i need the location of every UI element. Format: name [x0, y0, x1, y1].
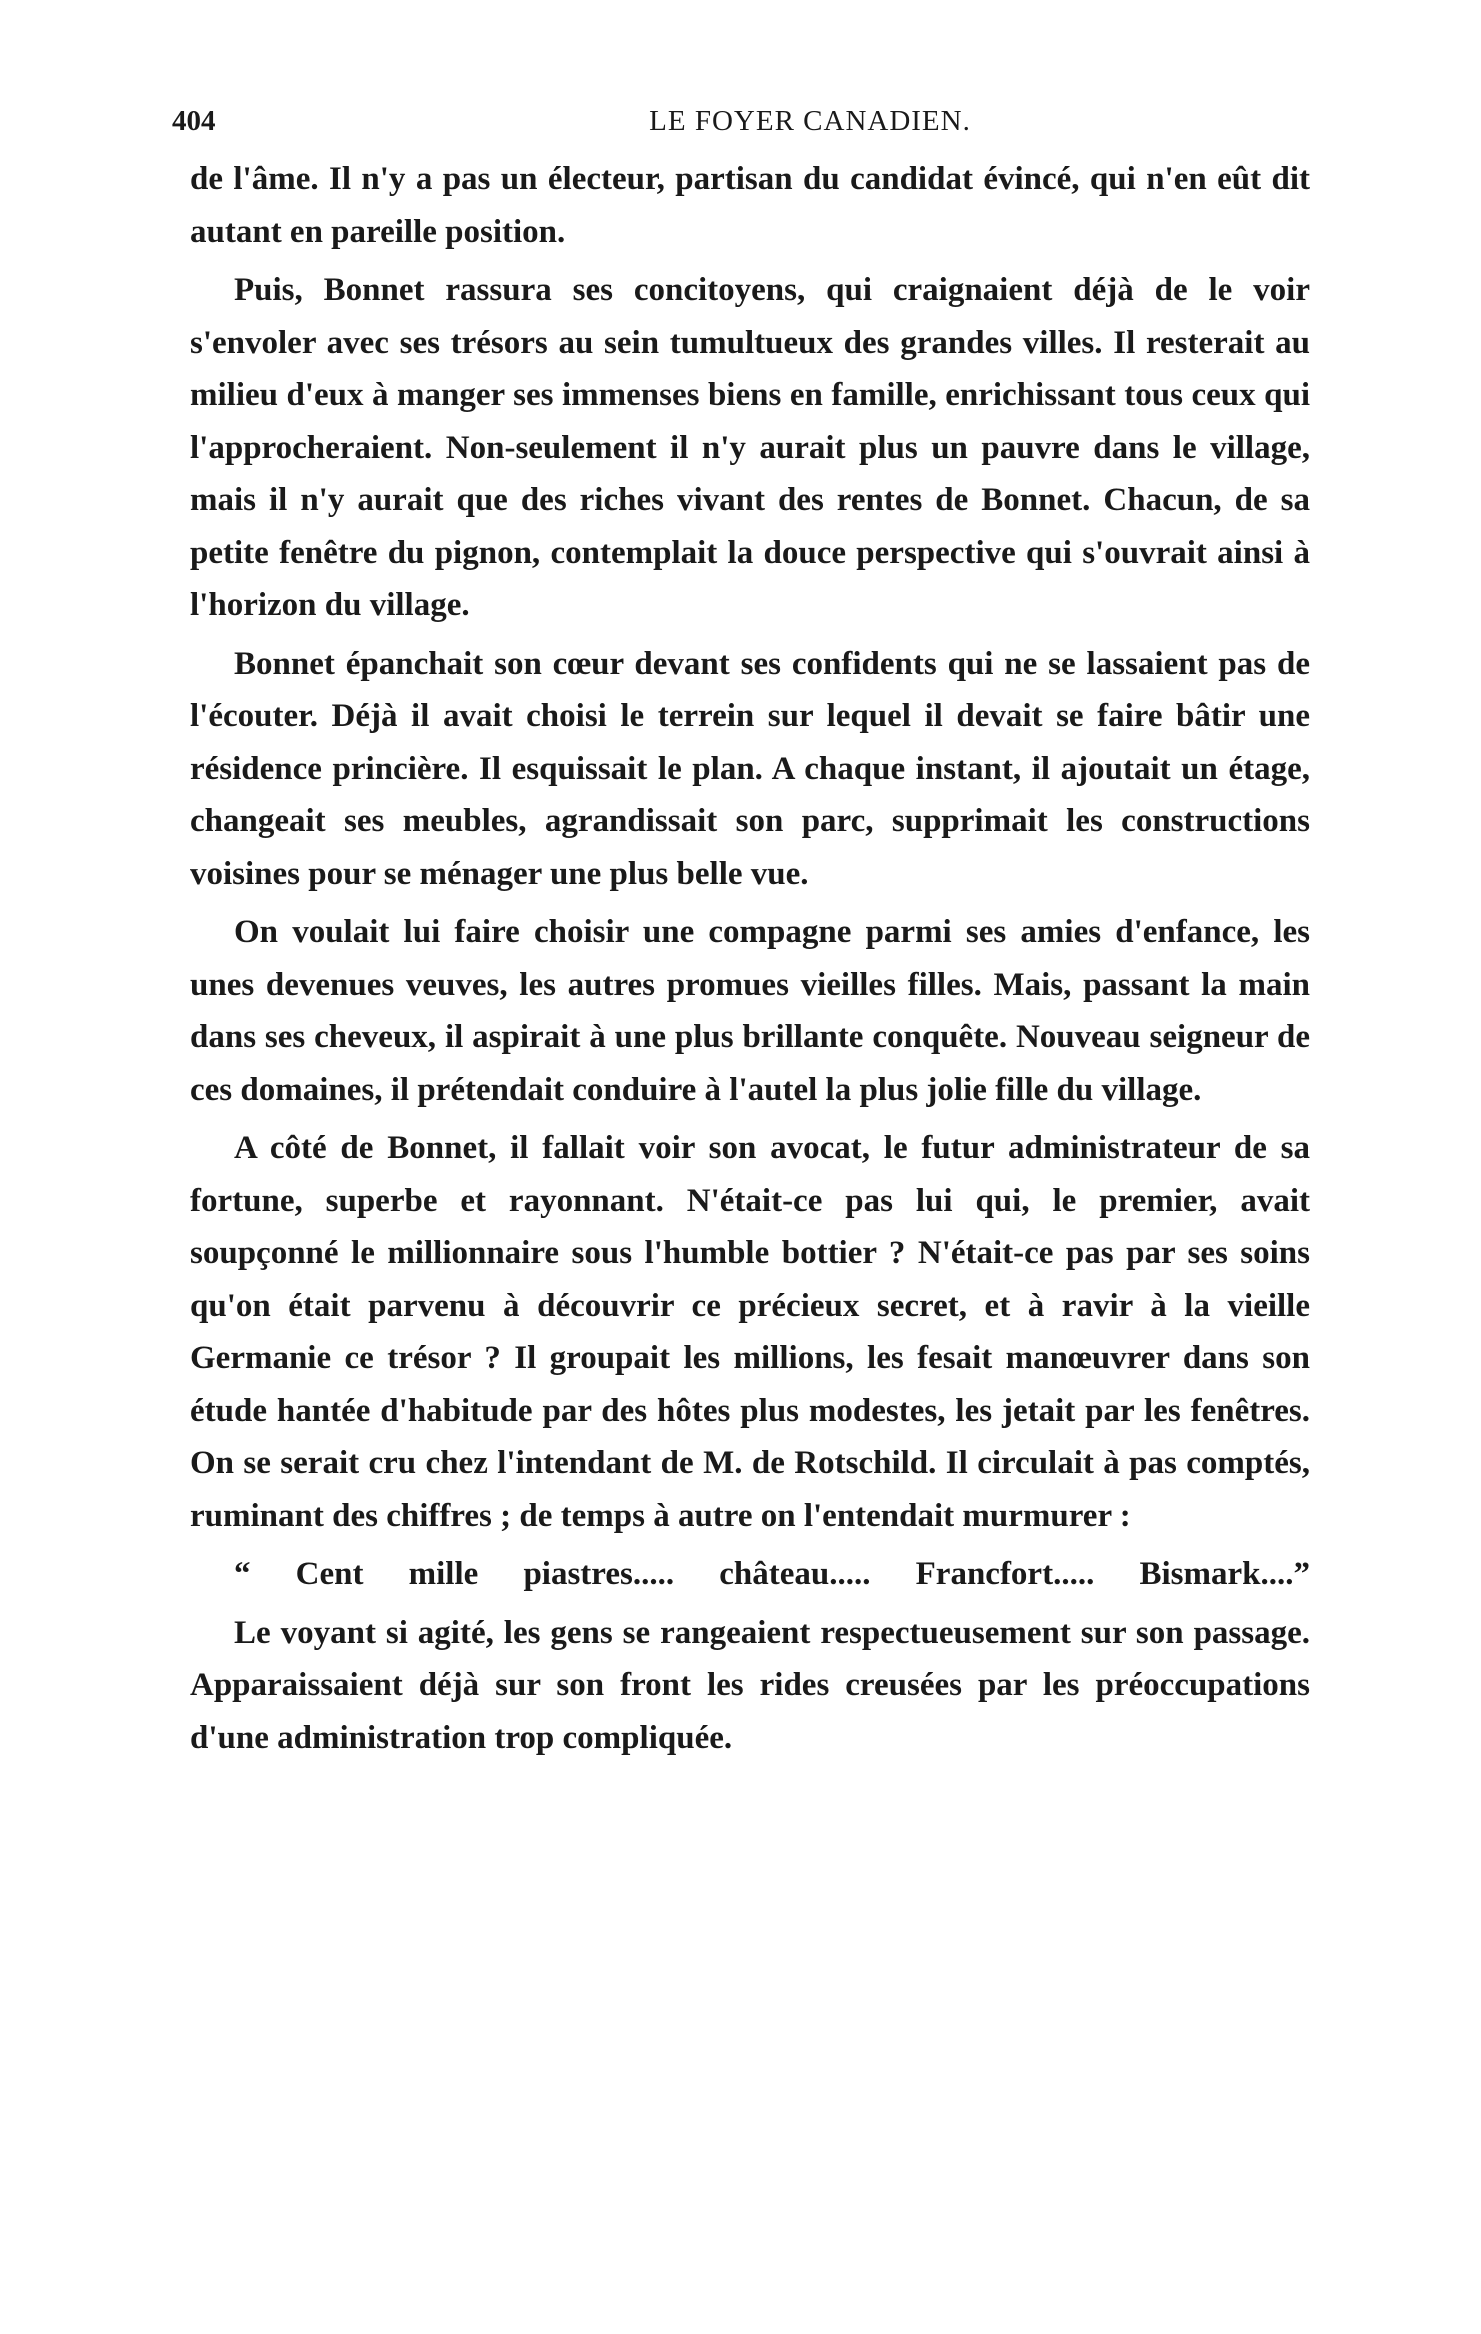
paragraph-bonnet-reassures: Puis, Bonnet rassura ses concitoyens, qui craignaient déjà de le voir s'envoler avec ses trésors au sein tumultueux des grandes villes. Il resterait au milieu d'eux à manger ses immenses biens en famille, enrichissant tous ceux qui l'approcheraient. Non-seulement il n'y aurait plus un pauvre dans le village, mais il n'y aurait que des riches vivant des rentes de Bonnet. Chacun, de sa petite fenêtre du pignon, contemplait la douce perspective qui s'ouvrait ainsi à l'horizon du village. — [190, 272, 1310, 623]
book-page — [172, 105, 1310, 1770]
page-number: 404 — [172, 105, 216, 137]
running-head — [172, 105, 1310, 153]
quoted-murmur: “ Cent mille piastres..... château..... Francfort..... Bismark....” — [234, 1556, 1310, 1592]
paragraph-companion: On voulait lui faire choisir une compagne parmi ses amies d'enfance, les unes devenues veuves, les autres promues vieilles filles. Mais, passant la main dans ses cheveux, il aspirait à une plus brillante conquête. Nouveau seigneur de ces domaines, il prétendait conduire à l'autel la plus jolie fille du village. — [190, 914, 1310, 1108]
paragraph-continuation: de l'âme. Il n'y a pas un électeur, partisan du candidat évincé, qui n'en eût dit autant en pareille position. — [190, 161, 1310, 250]
paragraph-people-respect: Le voyant si agité, les gens se rangeaient respectueusement sur son passage. Apparaissaient déjà sur son front les rides creusées par les préoccupations d'une administration trop compliquée. — [190, 1614, 1310, 1756]
body-text — [190, 153, 1310, 1764]
journal-title: LE FOYER CANADIEN. — [649, 105, 971, 137]
paragraph-bonnet-confides: Bonnet épanchait son cœur devant ses confidents qui ne se lassaient pas de l'écouter. Déjà il avait choisi le terrein sur lequel il devait se faire bâtir une résidence princière. Il esquissait le plan. A chaque instant, il ajoutait un étage, changeait ses meubles, agrandissait son parc, supprimait les constructions voisines pour se ménager une plus belle vue. — [190, 645, 1310, 892]
paragraph-lawyer: A côté de Bonnet, il fallait voir son avocat, le futur administrateur de sa fortune, superbe et rayonnant. N'était-ce pas lui qui, le premier, avait soupçonné le millionnaire sous l'humble bottier ? N'était-ce pas par ses soins qu'on était parvenu à découvrir ce précieux secret, et à ravir à la vieille Germanie ce trésor ? Il groupait les millions, les fesait manœuvrer dans son étude hantée d'habitude par des hôtes plus modestes, les jetait par les fenêtres. On se serait cru chez l'intendant de M. de Rotschild. Il circulait à pas comptés, ruminant des chiffres ; de temps à autre on l'entendait murmurer : — [190, 1130, 1310, 1534]
